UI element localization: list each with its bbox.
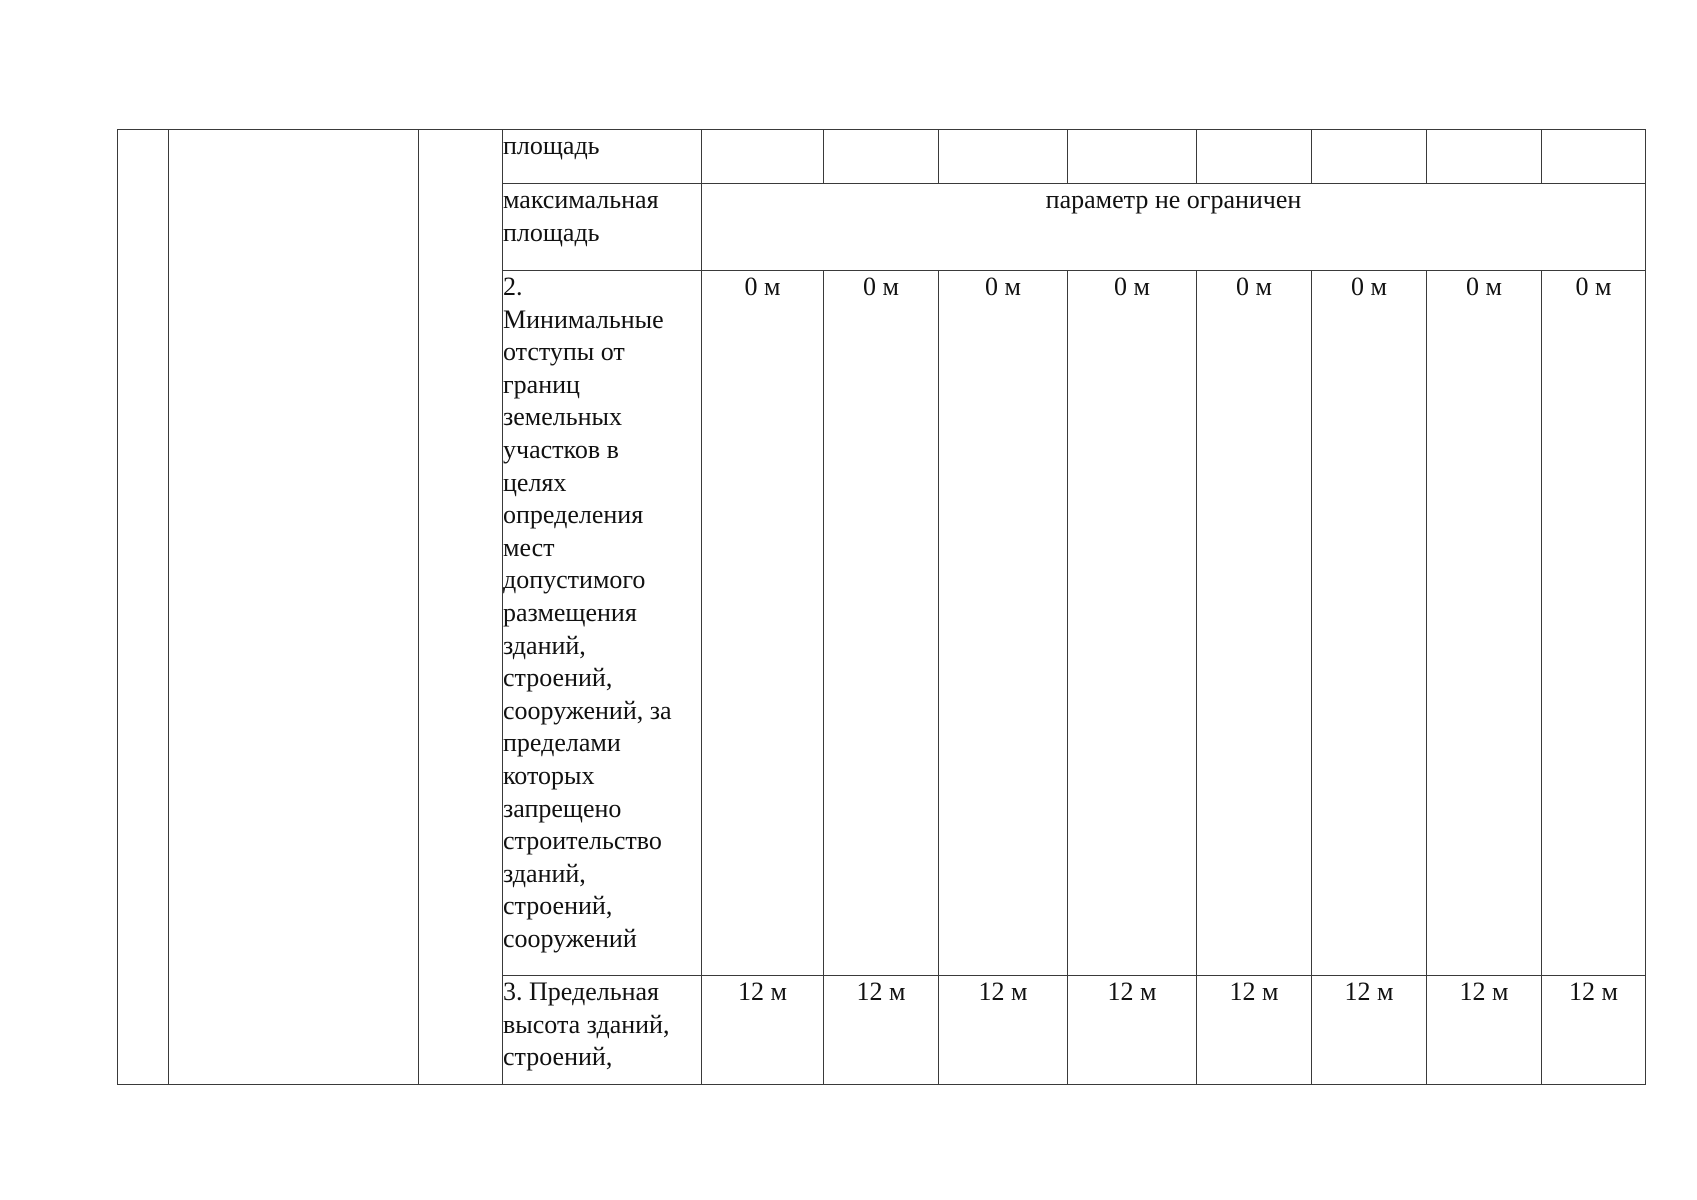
parameter-text-line: площадь bbox=[503, 217, 600, 247]
value-cell: 0 м bbox=[1197, 271, 1312, 976]
parameter-text-line: максимальная bbox=[503, 185, 659, 214]
value-cell: 12 м bbox=[824, 976, 939, 1085]
value-cell: 0 м bbox=[1068, 271, 1197, 976]
parameter-text-line: сооружений, за bbox=[503, 695, 672, 725]
parameter-text-line: земельных bbox=[503, 402, 623, 432]
parameter-text-line: которых bbox=[503, 760, 595, 790]
parameter-text-line: размещения bbox=[503, 597, 637, 627]
parameter-cell bbox=[503, 271, 702, 976]
parameter-cell bbox=[503, 130, 702, 184]
parameter-text-line: Минимальные bbox=[503, 304, 664, 334]
value-cell: 0 м bbox=[939, 271, 1068, 976]
code-column-cell bbox=[419, 130, 503, 1085]
number-column-cell bbox=[118, 130, 169, 1085]
zone-name-column-cell bbox=[169, 130, 419, 1085]
value-cell: 12 м bbox=[1427, 976, 1542, 1085]
parameter-cell bbox=[503, 976, 702, 1085]
parameter-text-line: мест bbox=[503, 532, 555, 562]
parameter-text-line: участков в bbox=[503, 434, 619, 464]
value-cell: 0 м bbox=[824, 271, 939, 976]
parameter-cell bbox=[503, 184, 702, 271]
parameter-text-line: высота зданий, bbox=[503, 1009, 670, 1039]
parameter-text-line: строений, bbox=[503, 891, 613, 921]
value-cell bbox=[939, 130, 1068, 184]
value-cell bbox=[1312, 130, 1427, 184]
value-cell bbox=[824, 130, 939, 184]
value-cell: 0 м bbox=[1427, 271, 1542, 976]
value-cell bbox=[1542, 130, 1646, 184]
parameter-text-line: пределами bbox=[503, 728, 621, 758]
merged-value-cell: параметр не ограничен bbox=[702, 184, 1646, 271]
value-cell: 12 м bbox=[702, 976, 824, 1085]
parameter-text-line: сооружений bbox=[503, 923, 637, 953]
parameter-text-line: площадь bbox=[503, 131, 600, 160]
parameter-text-line: строительство bbox=[503, 826, 662, 856]
value-cell: 12 м bbox=[1542, 976, 1646, 1085]
value-cell: 0 м bbox=[702, 271, 824, 976]
value-cell: 12 м bbox=[1068, 976, 1197, 1085]
parameter-text-line: 2. bbox=[503, 272, 523, 301]
value-cell: 12 м bbox=[1197, 976, 1312, 1085]
value-cell: 12 м bbox=[939, 976, 1068, 1085]
value-cell bbox=[702, 130, 824, 184]
value-cell: 12 м bbox=[1312, 976, 1427, 1085]
table-row bbox=[118, 130, 1646, 184]
parameter-text-line: допустимого bbox=[503, 565, 646, 595]
regulations-table bbox=[117, 129, 1646, 1085]
value-cell bbox=[1197, 130, 1312, 184]
parameter-text-line: зданий, bbox=[503, 858, 586, 888]
parameter-text-line: строений, bbox=[503, 663, 613, 693]
parameter-text-line: строений, bbox=[503, 1042, 613, 1072]
parameter-text-line: отступы от bbox=[503, 337, 625, 367]
value-cell: 0 м bbox=[1542, 271, 1646, 976]
parameter-text-line: запрещено bbox=[503, 793, 622, 823]
value-cell bbox=[1427, 130, 1542, 184]
parameter-text-line: зданий, bbox=[503, 630, 586, 660]
parameter-text-line: 3. Предельная bbox=[503, 977, 659, 1006]
parameter-text-line: целях bbox=[503, 467, 567, 497]
parameter-text-line: границ bbox=[503, 369, 580, 399]
value-cell bbox=[1068, 130, 1197, 184]
value-cell: 0 м bbox=[1312, 271, 1427, 976]
parameter-text-line: определения bbox=[503, 500, 644, 530]
